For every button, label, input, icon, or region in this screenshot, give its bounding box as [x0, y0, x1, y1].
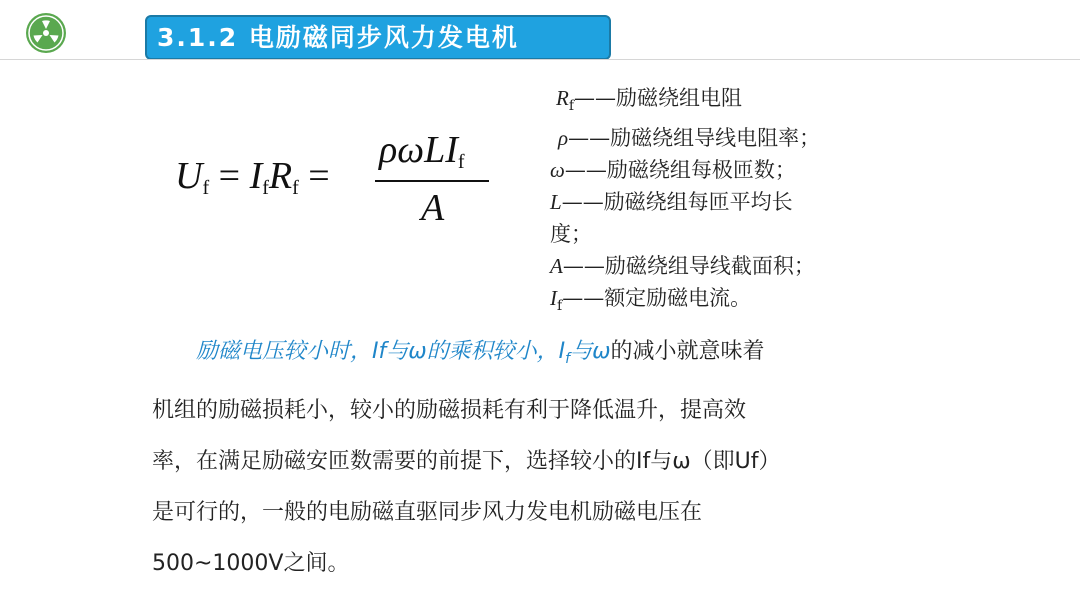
header-divider [0, 59, 1080, 60]
definition-row: $I_f——$额定励磁电流。 [550, 286, 752, 314]
explanation-paragraph [152, 326, 912, 589]
formula-sub: f [292, 177, 299, 199]
definition-row: A——励磁绕组导线截面积； [550, 254, 815, 278]
slide-title: 3.1.2 电励磁同步风力发电机 [145, 15, 611, 60]
formula-eq: = [298, 155, 330, 197]
highlighted-text: 励磁电压较小时，If与ω的乘积较小，$I_f$与ω [196, 339, 611, 367]
formula-numerator: ρωLI$_f$ [379, 129, 465, 173]
definition-row: ρ——励磁绕组导线电阻率； [558, 126, 821, 150]
paragraph-line: 是可行的，一般的电励磁直驱同步风力发电机励磁电压在 [152, 500, 703, 525]
definition-row: $R_f——$励磁绕组电阻 [556, 86, 743, 114]
definition-row: 度； [550, 222, 592, 246]
definition-row: L——励磁绕组每匝平均长 [550, 190, 793, 214]
formula-denominator: A [421, 187, 445, 229]
formula-sub: f [262, 177, 269, 199]
formula-R: R [268, 155, 293, 197]
formula-eq: = [209, 155, 250, 197]
paragraph-line: 励磁电压较小时，If与ω的乘积较小，$I_f$与ω的减小就意味着 [196, 339, 765, 367]
paragraph-line: 500~1000V之间。 [152, 551, 350, 576]
formula-U: U [175, 155, 203, 197]
paragraph-line: 率，在满足励磁安匝数需要的前提下，选择较小的If与ω（即Uf） [152, 449, 781, 474]
fraction-bar [375, 180, 489, 182]
excitation-voltage-formula [175, 128, 505, 238]
formula-lhs [175, 154, 330, 200]
formula-I: I [249, 155, 263, 197]
radiation-logo-icon [25, 12, 67, 54]
formula-sub: f [202, 177, 210, 199]
symbol-definitions [550, 82, 890, 322]
definition-row: ω——励磁绕组每极匝数； [550, 158, 796, 182]
paragraph-line: 机组的励磁损耗小，较小的励磁损耗有利于降低温升，提高效 [152, 398, 747, 423]
